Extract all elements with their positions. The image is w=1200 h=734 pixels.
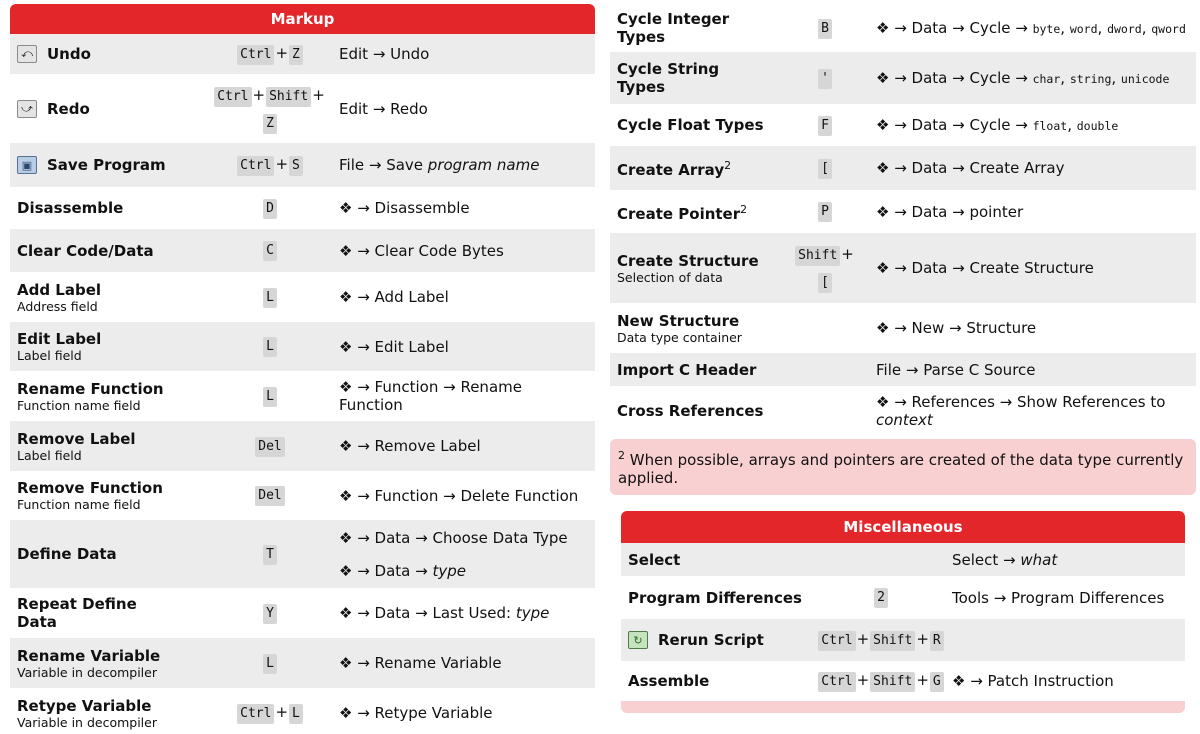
row-edit-label — [10, 322, 595, 371]
undo-icon: ⤺ — [17, 45, 37, 63]
row-label: Cycle Integer Types — [617, 10, 730, 46]
row-label: Cycle Float Types — [617, 116, 764, 134]
row-new-structure — [610, 303, 1196, 353]
row-label: Rerun Script — [658, 631, 764, 649]
key: S — [289, 156, 303, 176]
key: [ — [818, 273, 832, 293]
data-section — [610, 4, 1196, 713]
row-select — [621, 543, 1185, 576]
menu-path: Edit → Redo — [339, 99, 428, 118]
menu-path: ❖ → Data → Last Used: type — [339, 604, 550, 622]
row-program-differences — [621, 576, 1185, 619]
markup-header: Markup — [10, 4, 595, 34]
menu-path: ❖ → Add Label — [339, 288, 449, 306]
row-context: Function name field — [17, 397, 141, 413]
key: L — [263, 654, 277, 674]
shortcut — [210, 240, 330, 261]
row-label: Create Array$^2$ — [617, 159, 732, 179]
key: ' — [818, 69, 832, 89]
row-assemble — [621, 661, 1185, 701]
row-label: Repeat Define Data — [17, 595, 137, 631]
shortcut — [790, 201, 860, 222]
row-label: Cross References — [617, 402, 764, 420]
shortcut — [811, 587, 951, 608]
key: D — [263, 199, 277, 219]
menu-path: Select → what — [952, 550, 1058, 569]
row-label: Edit Label — [17, 330, 102, 348]
row-context: Variable in decompiler — [17, 664, 157, 680]
key: Del — [255, 486, 284, 506]
row-label: Import C Header — [617, 360, 757, 379]
row-label: Rename Variable — [17, 646, 161, 665]
shortcut — [210, 485, 330, 506]
row-rename-variable — [10, 638, 595, 688]
shortcut: Ctrl + Shift + Z — [210, 82, 330, 136]
menu-path: Tools → Program Differences — [952, 588, 1165, 607]
key: Shift — [795, 246, 840, 266]
footnote — [610, 439, 1196, 495]
key: T — [263, 545, 277, 565]
row-label: Define Data — [17, 545, 117, 563]
menu-path: ❖ → Data → Cycle → float, double — [876, 115, 1119, 134]
shortcut: Ctrl + L — [210, 703, 330, 724]
save-icon: ▣ — [17, 156, 37, 174]
redo-icon: ⤻ — [17, 100, 37, 118]
misc-footer — [621, 701, 1185, 713]
row-import-c-header — [610, 353, 1196, 386]
shortcut — [210, 287, 330, 308]
key: Y — [263, 604, 277, 624]
key: Ctrl — [818, 631, 855, 651]
menu-path: ❖ → Clear Code Bytes — [339, 241, 504, 260]
menu-path: ❖ → Data → Create Structure — [876, 259, 1094, 277]
row-save-program — [10, 143, 595, 187]
row-rename-function — [10, 371, 595, 421]
row-remove-label — [10, 421, 595, 471]
markup-section — [10, 4, 595, 734]
row-label: Clear Code/Data — [17, 241, 154, 260]
shortcut — [210, 436, 330, 457]
row-label: Remove Function — [17, 479, 163, 497]
menu-path: File → Parse C Source — [876, 360, 1036, 379]
key: F — [818, 116, 832, 136]
rerun-script-icon: ↻ — [628, 631, 648, 649]
shortcut: Ctrl + Shift + G — [811, 671, 951, 692]
key: C — [263, 241, 277, 261]
menu-path: ❖ → Function → Delete Function — [339, 486, 579, 505]
menu-path: ❖ → Patch Instruction — [952, 672, 1114, 690]
shortcut: Ctrl + Z — [210, 44, 330, 65]
key: [ — [818, 159, 832, 179]
row-clear-code-data — [10, 229, 595, 272]
misc-section — [621, 511, 1185, 713]
row-cycle-string-types — [610, 52, 1196, 104]
shortcut — [790, 158, 860, 179]
key: 2 — [874, 588, 888, 608]
menu-path: ❖ → Retype Variable — [339, 704, 493, 722]
row-label: Create Structure — [617, 251, 759, 270]
row-context: Variable in decompiler — [17, 714, 157, 730]
key: L — [263, 337, 277, 357]
row-label: Program Differences — [628, 588, 802, 607]
row-context: Label field — [17, 447, 82, 463]
shortcut — [210, 336, 330, 357]
row-context: Data type container — [617, 329, 742, 345]
key: G — [930, 672, 944, 692]
key: Ctrl — [237, 45, 274, 65]
menu-path: ❖ → Data → pointer — [876, 202, 1024, 221]
key: Shift — [870, 631, 915, 651]
shortcut — [210, 653, 330, 674]
row-label: Remove Label — [17, 429, 136, 448]
row-remove-function — [10, 471, 595, 520]
row-rerun-script — [621, 619, 1185, 661]
row-cycle-float-types — [610, 104, 1196, 146]
key: Ctrl — [214, 87, 251, 107]
row-label: Select — [628, 550, 681, 569]
key: L — [289, 704, 303, 724]
menu-path: ❖ → Rename Variable — [339, 654, 502, 672]
row-label: Assemble — [628, 672, 710, 690]
menu-path: ❖ → Data → Cycle → char, string, unicode — [876, 68, 1170, 87]
misc-header: Miscellaneous — [621, 511, 1185, 543]
row-label: Cycle String Types — [617, 60, 720, 96]
row-label: Create Pointer$^2$ — [617, 202, 748, 223]
row-add-label — [10, 272, 595, 322]
row-label: Rename Function — [17, 379, 164, 398]
key: Z — [263, 114, 277, 134]
shortcut — [210, 544, 330, 565]
shortcut — [210, 198, 330, 219]
row-label: Undo — [47, 45, 91, 63]
row-label: Retype Variable — [17, 696, 152, 715]
row-create-array — [610, 146, 1196, 190]
menu-path: ❖ → Edit Label — [339, 337, 449, 356]
row-define-data — [10, 520, 595, 588]
menu-path: File → Save program name — [339, 156, 540, 174]
footnote-text: When possible, arrays and pointers are created of the data type currently applied. — [618, 451, 1184, 487]
row-retype-variable — [10, 688, 595, 734]
shortcut: Ctrl + S — [210, 155, 330, 176]
menu-path: ❖ → Data → Choose Data Type ❖ → Data → type — [339, 528, 568, 580]
row-label: New Structure — [617, 311, 740, 330]
shortcut: Ctrl + Shift + R — [811, 630, 951, 651]
row-label: Add Label — [17, 280, 102, 299]
menu-path: ❖ → New → Structure — [876, 319, 1037, 337]
menu-path: ❖ → Data → Cycle → byte, word, dword, qword — [876, 18, 1186, 37]
key: P — [818, 202, 832, 222]
row-create-pointer — [610, 190, 1196, 233]
row-redo — [10, 74, 595, 143]
key: Z — [289, 45, 303, 65]
menu-path: ❖ → Function → Rename Function — [339, 378, 522, 414]
key: Ctrl — [237, 704, 274, 724]
key: Del — [255, 437, 284, 457]
row-label: Redo — [47, 99, 90, 118]
shortcut — [790, 68, 860, 89]
key: L — [263, 288, 277, 308]
row-context: Label field — [17, 348, 82, 363]
menu-path: ❖ → References → Show References to context — [876, 393, 1166, 429]
shortcut — [210, 603, 330, 624]
menu-path: Edit → Undo — [339, 45, 430, 63]
shortcut — [790, 115, 860, 136]
row-label: Disassemble — [17, 199, 124, 217]
key: Shift — [870, 672, 915, 692]
row-cross-references — [610, 386, 1196, 436]
menu-path: ❖ → Remove Label — [339, 437, 481, 455]
shortcut — [790, 18, 860, 39]
shortcut — [210, 386, 330, 407]
row-undo — [10, 34, 595, 74]
shortcut: Shift + [ — [790, 241, 860, 295]
key: B — [818, 19, 832, 39]
key: Ctrl — [818, 672, 855, 692]
key: Shift — [266, 87, 311, 107]
row-context: Selection of data — [617, 269, 723, 285]
row-cycle-integer-types — [610, 4, 1196, 52]
row-repeat-define-data — [10, 588, 595, 638]
key: Ctrl — [237, 156, 274, 176]
key: L — [263, 387, 277, 407]
row-create-structure — [610, 233, 1196, 303]
key: R — [930, 631, 944, 651]
row-context: Function name field — [17, 497, 141, 512]
row-label: Save Program — [47, 156, 166, 174]
menu-path: ❖ → Data → Create Array — [876, 159, 1065, 177]
row-context: Address field — [17, 298, 98, 314]
menu-path: ❖ → Disassemble — [339, 199, 470, 217]
footnote-mark: 2 — [618, 449, 625, 462]
row-disassemble — [10, 187, 595, 229]
